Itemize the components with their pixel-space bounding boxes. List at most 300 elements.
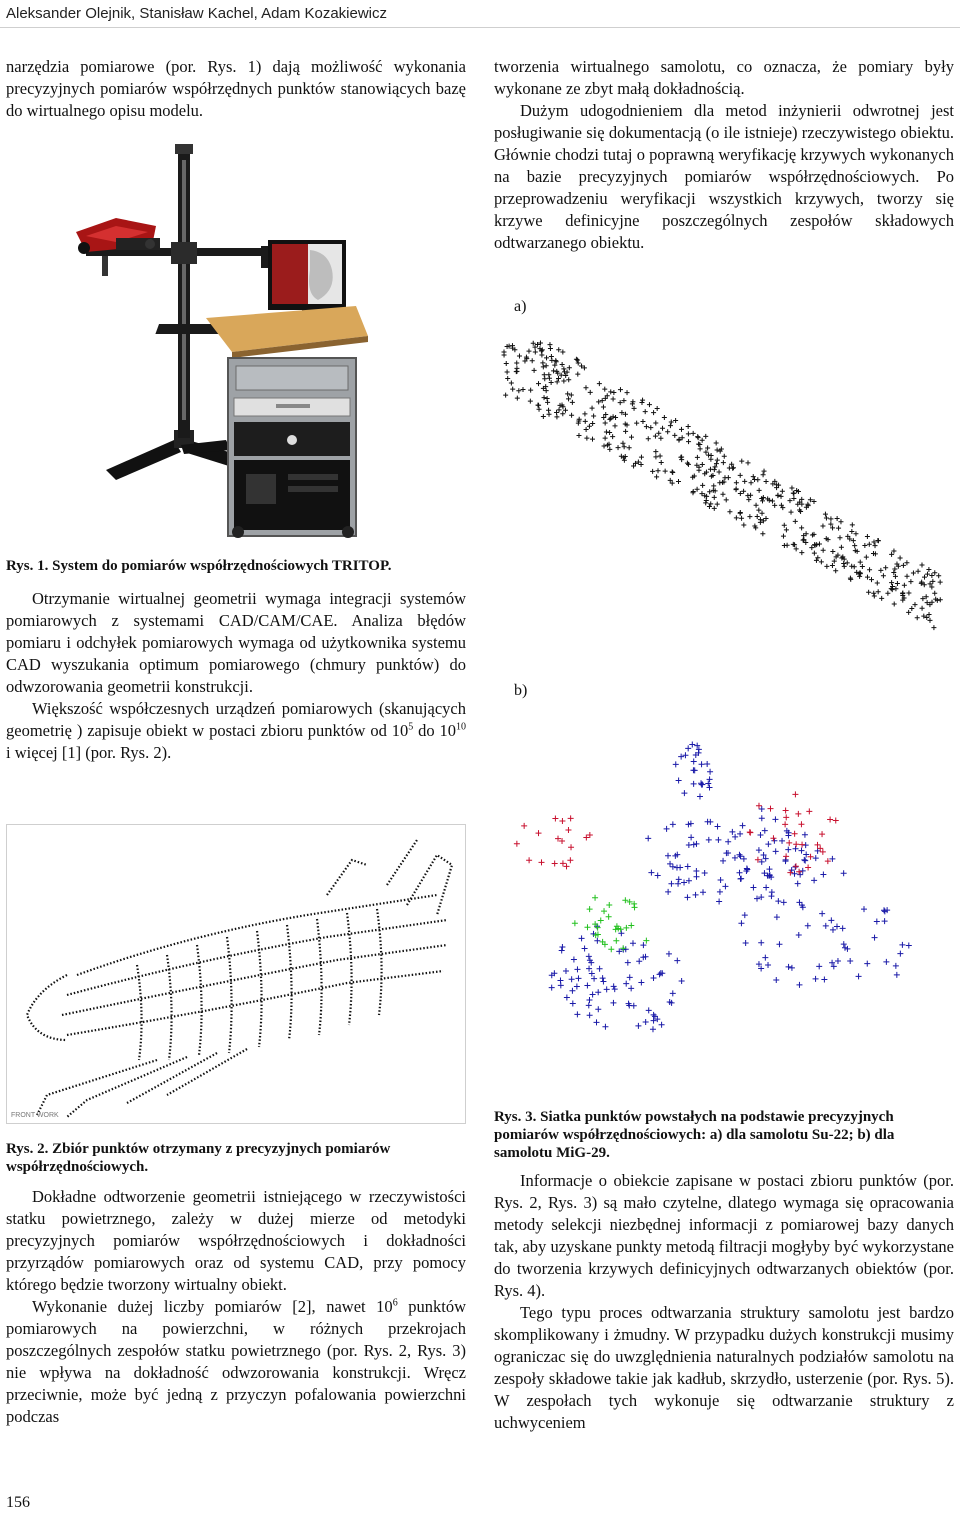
point-marker [542,395,547,400]
point-marker [616,445,621,450]
point-marker [697,793,703,799]
point-marker [698,446,703,451]
point-marker [852,564,857,569]
point-marker [620,441,625,446]
point-marker [789,965,795,971]
point-marker [636,958,642,964]
point-marker [622,444,627,449]
point-marker [747,514,752,519]
point-marker [565,391,570,396]
point-marker [734,480,739,485]
point-marker [504,361,509,366]
point-marker [899,942,905,948]
point-marker [505,370,510,375]
point-marker [583,835,589,841]
point-marker [664,826,670,832]
point-marker [540,347,545,352]
point-marker [659,1022,665,1028]
point-marker [651,1018,657,1024]
point-marker [586,966,592,972]
figure-point-cloud [6,824,466,1124]
point-marker [714,440,719,445]
point-marker [729,829,735,835]
point-marker [706,453,711,458]
point-marker [823,512,828,517]
point-marker [676,778,682,784]
point-marker [650,469,655,474]
point-marker [840,925,846,931]
point-marker [906,610,911,615]
point-marker [660,426,665,431]
point-marker [669,420,674,425]
point-marker [857,570,862,575]
point-marker [564,863,570,869]
point-marker [759,806,765,812]
paragraph-devices: Większość współczesnych urządzeń pomiarowych (skanujących geometrię ) zapisuje obiekt w postaci zbioru punktów od $10^5$ do $10^{10}$ i więcej [1] (por. Rys. 2). [6,699,466,762]
page-number: 156 [6,1494,30,1511]
point-marker [610,434,615,439]
point-marker [799,550,804,555]
point-marker [665,429,670,434]
point-marker [739,516,744,521]
point-marker [574,966,580,972]
point-marker [643,409,648,414]
point-marker [612,986,618,992]
point-marker [737,870,743,876]
point-marker [833,818,839,824]
point-marker [597,381,602,386]
point-marker [627,445,632,450]
point-marker [789,510,794,515]
point-marker [590,421,595,426]
point-marker [505,376,510,381]
point-marker [596,399,601,404]
point-marker [772,503,777,508]
point-marker [678,754,684,760]
point-marker [755,514,760,519]
point-marker [839,556,844,561]
point-marker [820,849,826,855]
point-marker [584,982,590,988]
point-marker [704,761,710,767]
point-marker [595,1006,601,1012]
point-marker [646,1007,652,1013]
point-marker [737,853,743,859]
point-marker [625,390,630,395]
point-marker [611,397,616,402]
point-marker [922,575,927,580]
point-marker [560,411,565,416]
point-marker [639,462,644,467]
point-marker [878,568,883,573]
point-marker [570,400,575,405]
point-marker [786,840,792,846]
point-marker [539,859,545,865]
point-marker [764,516,769,521]
point-marker [801,857,807,863]
point-marker [648,425,653,430]
point-marker [817,541,822,546]
paragraph-accurate-reconstruction: Dokładne odtworzenie geometrii istniejącego w rzeczywistości statku powietrznego, zależy w dużej mierze od metodyki precyzyjnych pomiarów współrzędnościowych i dokładności przyrządów pomiarowych oraz od systemu CAD, przy pomocy którego będzie tworzony wirtualny obiekt. [6,1187,466,1294]
point-marker [746,497,751,502]
point-marker [821,976,827,982]
point-marker [819,831,825,837]
point-marker [795,881,801,887]
point-marker [603,421,608,426]
point-marker [772,816,778,822]
point-marker [699,761,705,767]
point-marker [548,346,553,351]
point-marker [587,906,593,912]
point-marker [693,874,699,880]
point-marker [557,407,562,412]
point-marker [893,586,898,591]
point-marker [668,881,674,887]
left-column-bottom [6,1186,466,1428]
point-marker [873,543,878,548]
point-marker [653,434,658,439]
point-marker [602,387,607,392]
mig29-point-grid [494,734,960,1104]
left-column-middle [6,588,466,764]
point-marker [779,494,784,499]
point-marker [738,511,743,516]
point-marker [792,831,798,837]
point-marker [891,548,896,553]
point-marker [732,834,738,840]
point-marker [938,580,943,585]
point-marker [901,563,906,568]
point-marker [750,885,756,891]
point-marker [742,912,748,918]
point-marker [707,819,713,825]
point-marker [546,372,551,377]
point-marker [628,985,634,991]
point-marker [898,555,903,560]
point-marker [685,864,691,870]
point-marker [526,857,532,863]
point-marker [672,433,677,438]
point-marker [670,470,675,475]
su22-point-grid [494,336,960,648]
point-marker [819,559,824,564]
point-marker [665,889,671,895]
point-marker [824,515,829,520]
point-marker [695,487,700,492]
point-marker [603,436,608,441]
point-marker [875,581,880,586]
point-marker [653,449,658,454]
right-column-bottom [494,1170,954,1434]
point-marker [549,358,554,363]
point-marker [802,832,808,838]
point-marker [677,865,683,871]
point-marker [693,868,699,874]
point-marker [789,485,794,490]
point-marker [727,465,732,470]
point-marker [635,1023,641,1029]
point-marker [526,349,531,354]
point-marker [689,741,695,747]
point-marker [656,468,661,473]
point-marker [776,941,782,947]
point-marker [700,483,705,488]
point-marker [915,615,920,620]
point-marker [592,895,598,901]
point-marker [738,920,744,926]
point-marker [640,942,646,948]
point-marker [646,436,651,441]
point-marker [867,542,872,547]
point-marker [584,427,589,432]
right-column-top [494,56,954,254]
point-marker [708,457,713,462]
point-marker [762,469,767,474]
point-marker [892,566,897,571]
point-marker [741,856,747,862]
tritop-system-illustration [56,140,416,540]
point-marker [823,923,829,929]
point-marker [793,846,799,852]
point-marker [849,529,854,534]
point-marker [749,480,754,485]
point-marker [673,418,678,423]
point-marker [651,410,656,415]
point-marker [561,379,566,384]
point-marker [571,957,577,963]
point-marker [883,959,889,965]
point-marker [655,872,661,878]
point-marker [574,983,580,989]
point-marker [716,899,722,905]
point-marker [754,896,760,902]
point-marker [597,966,603,972]
point-marker [530,358,535,363]
point-marker [608,389,613,394]
point-marker [912,602,917,607]
scanner-head [76,218,160,254]
point-marker [872,935,878,941]
point-marker [668,423,673,428]
paragraph-many-measurements: Wykonanie dużej liczby pomiarów [2], nawet $10^6$ punktów pomiarowych na powierzchni, w różnych przekrojach poszczególnych zespołów statku powietrznego (por. Rys. 2, Rys. 3) nie wpływa na dokładność odwzorowania konstrukcji. Wręcz przeciwnie, może być jedną z przyczyn pofalowania powierzchni podczas [6,1297,467,1426]
point-marker [864,961,870,967]
point-marker [763,885,769,891]
point-marker [866,590,871,595]
point-marker [670,469,675,474]
point-marker [582,945,588,951]
point-marker [858,560,863,565]
point-marker [611,983,617,989]
point-marker [588,390,593,395]
point-marker [745,460,750,465]
point-marker [929,573,934,578]
point-marker [583,419,588,424]
point-marker [656,431,661,436]
point-marker [897,951,903,957]
point-marker [695,455,700,460]
point-marker [651,1012,657,1018]
point-marker [639,400,644,405]
point-marker [606,902,612,908]
point-marker [604,986,610,992]
point-marker [809,545,814,550]
point-marker [824,564,829,569]
point-marker [564,995,570,1001]
point-marker [568,844,574,850]
point-marker [830,563,835,568]
point-marker [889,580,894,585]
point-marker [572,920,578,926]
point-marker [685,461,690,466]
point-marker [773,848,779,854]
point-marker [542,376,547,381]
point-marker [802,858,808,864]
point-marker [780,489,785,494]
point-marker [932,570,937,575]
point-marker [812,551,817,556]
point-marker [734,515,739,520]
point-marker [795,811,801,817]
point-marker [725,839,731,845]
desk-top [206,306,368,352]
point-marker [686,431,691,436]
point-marker [862,543,867,548]
point-marker [707,769,713,775]
point-marker [895,581,900,586]
point-marker [657,971,663,977]
point-marker [558,982,564,988]
point-marker [785,832,791,838]
point-marker [867,567,872,572]
point-marker [568,815,574,821]
point-marker [566,396,571,401]
point-marker [648,870,654,876]
point-marker [805,865,811,871]
point-marker [835,958,841,964]
point-marker [889,552,894,557]
point-marker [686,424,691,429]
point-marker [552,815,558,821]
point-marker [704,498,709,503]
point-marker [762,955,768,961]
point-marker [841,561,846,566]
point-marker [927,618,932,623]
point-marker [569,393,574,398]
paragraph-continuation: tworzenia wirtualnego samolotu, co oznacza, że pomiary były wykonane ze zbyt małą dokładnością. [494,57,954,98]
point-marker [893,963,899,969]
point-marker [556,347,561,352]
point-marker [765,841,771,847]
point-marker [892,602,897,607]
figure-3-caption: Rys. 3. Siatka punktów powstałych na podstawie precyzyjnych pomiarów współrzędnościowych: a) dla samolotu Su-22; b) dla samolotu MiG-29. [494,1109,895,1161]
point-marker [783,853,789,859]
point-marker [715,448,720,453]
point-marker [645,835,651,841]
point-marker [757,488,762,493]
point-marker [721,460,726,465]
point-marker [842,564,847,569]
point-marker [861,906,867,912]
point-marker [640,398,645,403]
point-marker [882,918,888,924]
point-marker [600,975,606,981]
point-marker [586,1002,592,1008]
point-marker [541,364,546,369]
point-marker [590,437,595,442]
point-marker [916,569,921,574]
point-marker [632,406,637,411]
point-marker [758,894,764,900]
point-marker [724,497,729,502]
point-marker [820,523,825,528]
point-marker [783,807,789,813]
point-marker [574,1011,580,1017]
figure-1-caption: Rys. 1. System do pomiarów współrzędnościowych TRITOP. [6,558,392,574]
point-marker [569,988,575,994]
point-marker [655,406,660,411]
point-marker [560,362,565,367]
point-marker [612,423,617,428]
point-marker [535,403,540,408]
point-marker [544,355,549,360]
point-marker [623,981,629,987]
point-marker [679,457,684,462]
point-marker [799,525,804,530]
point-marker [583,385,588,390]
point-marker [745,493,750,498]
point-marker [686,439,691,444]
point-marker [793,519,798,524]
point-marker [932,591,937,596]
point-marker [675,881,681,887]
point-marker [830,927,836,933]
point-marker [565,827,571,833]
point-marker [767,806,773,812]
point-marker [607,447,612,452]
point-marker [799,848,805,854]
point-marker [691,431,696,436]
point-marker [872,593,877,598]
point-marker [611,390,616,395]
point-marker [799,842,805,848]
point-marker [630,940,636,946]
point-marker [653,421,658,426]
point-marker [856,973,862,979]
point-marker [805,923,811,929]
point-marker [684,894,690,900]
point-marker [841,870,847,876]
point-marker [806,808,812,814]
point-marker [758,940,764,946]
point-marker [869,577,874,582]
point-marker [708,467,713,472]
point-marker [647,402,652,407]
point-marker [821,548,826,553]
point-marker [783,858,789,864]
point-marker [676,479,681,484]
left-column [6,56,466,122]
point-marker [545,400,550,405]
point-marker [537,407,542,412]
point-marker [670,864,676,870]
point-marker [926,567,931,572]
point-marker [883,565,888,570]
point-marker [906,943,912,949]
point-marker [607,417,612,422]
point-marker [786,964,792,970]
point-marker [782,523,787,528]
point-marker [589,971,595,977]
